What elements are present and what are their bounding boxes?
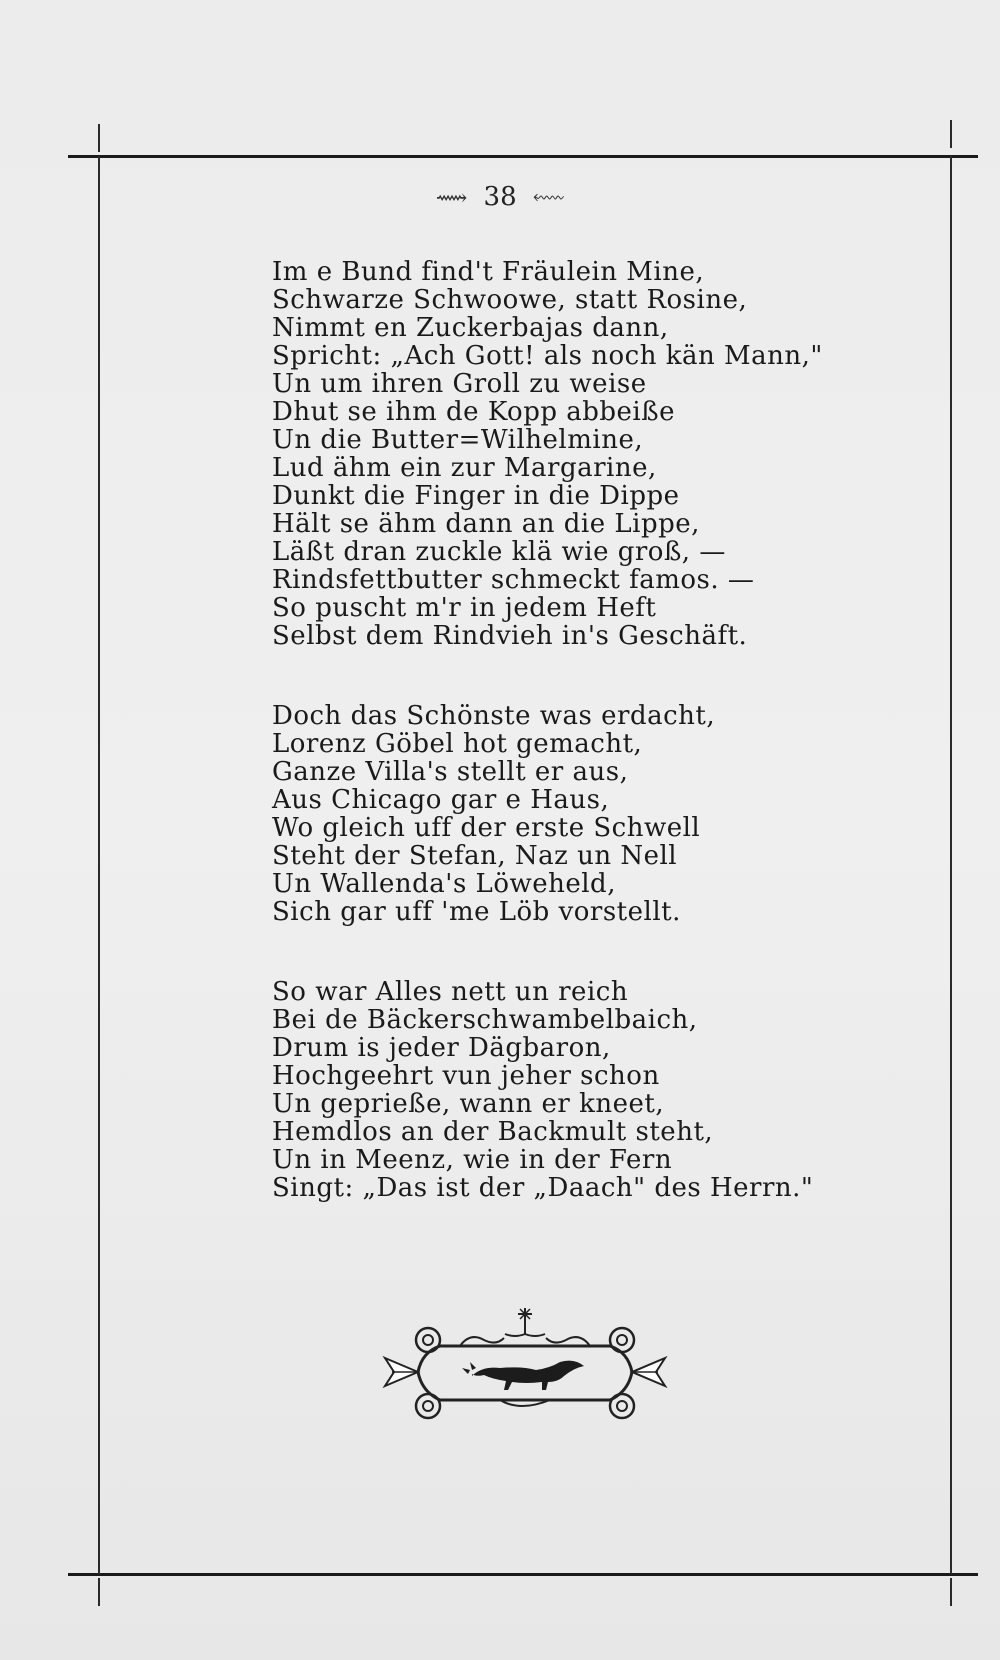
verse-line: So war Alles nett un reich bbox=[272, 977, 629, 1007]
verse-line: Nimmt en Zuckerbajas dann, bbox=[272, 313, 669, 343]
verse-line: Un Wallenda's Löweheld, bbox=[272, 869, 616, 899]
verse-line: Hält se ähm dann an die Lippe, bbox=[272, 509, 700, 539]
ornament-left-icon: ⟿ bbox=[435, 185, 468, 211]
verse-line: Wo gleich uff der erste Schwell bbox=[272, 813, 701, 843]
verse-line: Un um ihren Groll zu weise bbox=[272, 369, 647, 399]
ornament-right-icon: ⬳ bbox=[532, 185, 565, 211]
fox-vignette-icon bbox=[380, 1300, 670, 1440]
verse-line: So puscht m'r in jedem Heft bbox=[272, 593, 657, 623]
corner-tick bbox=[950, 1578, 952, 1606]
verse-line: Im e Bund find't Fräulein Mine, bbox=[272, 257, 705, 287]
verse-line: Dhut se ihm de Kopp abbeiße bbox=[272, 397, 675, 427]
verse-line: Bei de Bäckerschwambelbaich, bbox=[272, 1005, 698, 1035]
corner-tick bbox=[98, 1578, 100, 1606]
left-frame-line bbox=[98, 156, 100, 1574]
verse-line: Lorenz Göbel hot gemacht, bbox=[272, 729, 643, 759]
verse-line: Lud ähm ein zur Margarine, bbox=[272, 453, 657, 483]
verse-line: Sich gar uff 'me Löb vorstellt. bbox=[272, 897, 681, 927]
verse-line: Aus Chicago gar e Haus, bbox=[272, 785, 610, 815]
verse-line: Dunkt die Finger in die Dippe bbox=[272, 481, 680, 511]
verse-line: Hemdlos an der Backmult steht, bbox=[272, 1117, 714, 1147]
verse-line: Rindsfettbutter schmeckt famos. — bbox=[272, 565, 755, 595]
page-number: 38 bbox=[483, 182, 517, 212]
verse-line: Steht der Stefan, Naz un Nell bbox=[272, 841, 678, 871]
stanza bbox=[272, 702, 912, 926]
verse-line: Singt: „Das ist der „Daach" des Herrn." bbox=[272, 1173, 814, 1203]
stanza bbox=[272, 258, 912, 650]
verse-line: Ganze Villa's stellt er aus, bbox=[272, 757, 629, 787]
verse-line: Spricht: „Ach Gott! als noch kän Mann," bbox=[272, 341, 823, 371]
corner-tick bbox=[98, 124, 100, 152]
verse-line: Un geprieße, wann er kneet, bbox=[272, 1089, 665, 1119]
bottom-rule bbox=[68, 1573, 978, 1576]
stanza bbox=[272, 978, 912, 1202]
verse-line: Schwarze Schwoowe, statt Rosine, bbox=[272, 285, 748, 315]
verse-line: Doch das Schönste was erdacht, bbox=[272, 701, 716, 731]
right-frame-line bbox=[950, 156, 952, 1574]
verse-line: Hochgeehrt vun jeher schon bbox=[272, 1061, 660, 1091]
top-rule bbox=[68, 155, 978, 158]
verse-line: Drum is jeder Dägbaron, bbox=[272, 1033, 611, 1063]
verse-line: Läßt dran zuckle klä wie groß, — bbox=[272, 537, 726, 567]
corner-tick bbox=[950, 120, 952, 148]
verse-line: Un in Meenz, wie in der Fern bbox=[272, 1145, 673, 1175]
poem-text bbox=[272, 258, 912, 1202]
verse-line: Un die Butter=Wilhelmine, bbox=[272, 425, 644, 455]
page-header bbox=[0, 182, 1000, 212]
verse-line: Selbst dem Rindvieh in's Geschäft. bbox=[272, 621, 748, 651]
